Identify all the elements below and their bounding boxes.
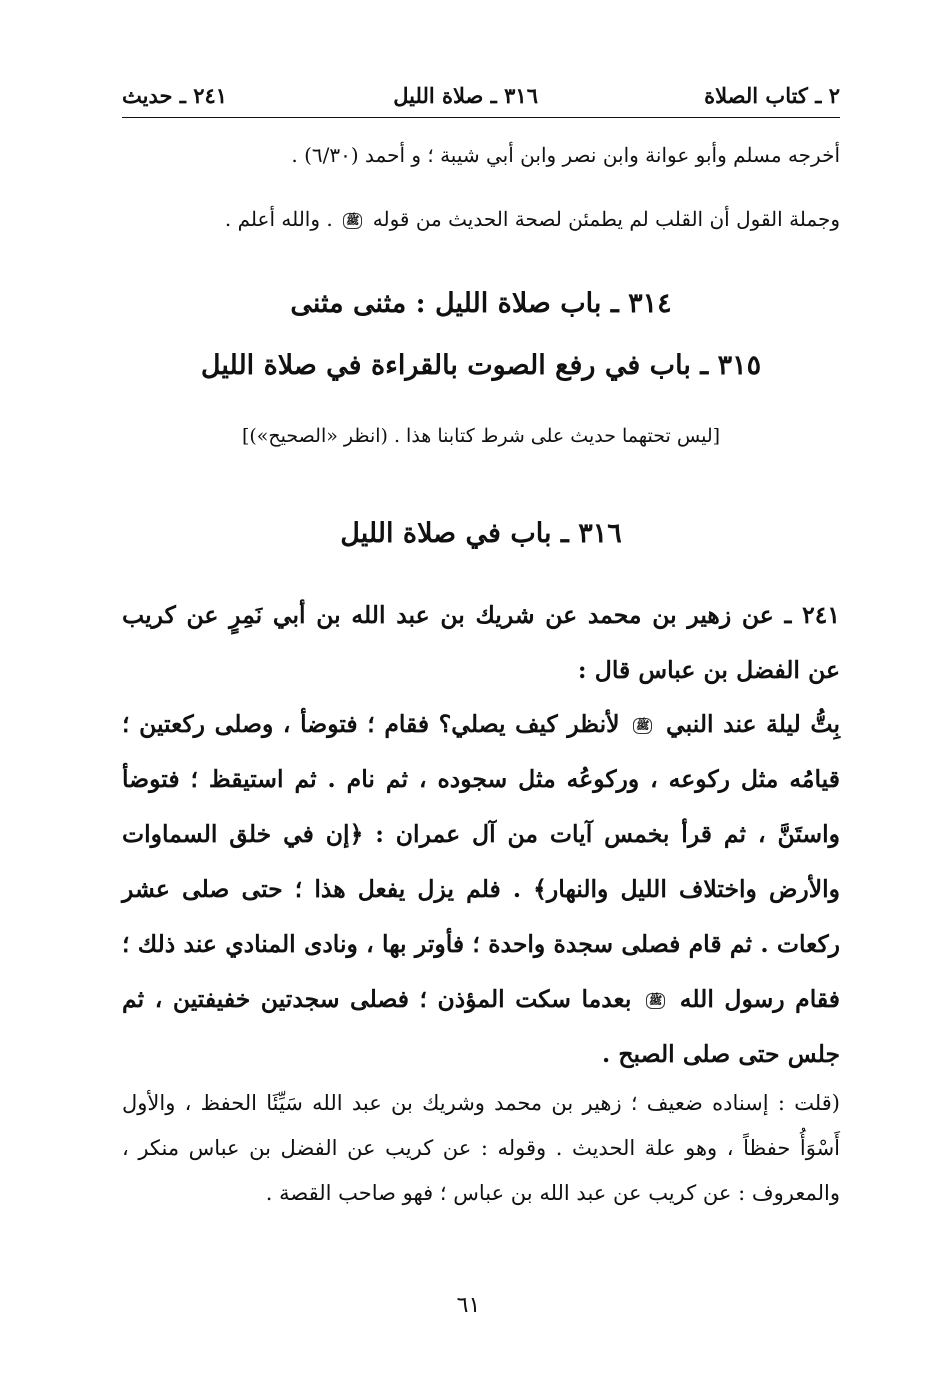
chapter-heading-315: ٣١٥ ـ باب في رفع الصوت بالقراءة في صلاة الليل: [200, 350, 762, 381]
editor-bracket-note: [ليس تحتهما حديث على شرط كتابنا هذا . (انظر «الصحيح»)]: [241, 425, 721, 447]
hadith-text-part-2: لأنظر كيف يصلي؟ فقام ؛ فتوضأ ، وصلى ركعتين ؛ قيامُه مثل ركوعه ، وركوعُه مثل سجوده ، ثم نام . ثم استيقظ ؛ فتوضأ واستَنَّ ، ثم قرأ بخمس آيات من آل عمران : ﴿إن في خلق السماوات والأرض واختلاف الليل والنهار﴾ . فلم يزل يفعل هذا ؛ حتى صلى عشر ركعات . ثم قام فصلى سجدة واحدة ؛ فأوتر بها ، ونادى المنادي عند ذلك ؛ فقام رسول الله: [122, 710, 840, 1013]
conclusion-text-after: . والله أعلم .: [224, 207, 333, 231]
hadith-matn: [122, 697, 840, 1082]
previous-hadith-takhrij: أخرجه مسلم وأبو عوانة وابن نصر وابن أبي شيبة ؛ و أحمد (٦/٣٠) .: [291, 143, 840, 167]
previous-hadith-conclusion: [122, 189, 840, 249]
author-commentary: (قلت : إسناده ضعيف ؛ زهير بن محمد وشريك بن عبد الله سَيِّئَا الحفظ ، والأول أَسْوَأُ حفظاً ، وهو علة الحديث . وقوله : عن كريب عن الفضل بن عباس منكر ، والمعروف : عن كريب عن عبد الله بن عباس ؛ فهو صاحب القصة .: [122, 1091, 840, 1205]
chapter-heading-314: ٣١٤ ـ باب صلاة الليل : مثنى مثنى: [290, 288, 672, 319]
page-number: ٦١: [456, 1293, 481, 1318]
pbuh-ligature-icon: ﷺ: [646, 993, 665, 1009]
header-book-title: ٢ ـ كتاب الصلاة: [704, 82, 840, 108]
running-header: [122, 78, 840, 112]
hadith-isnad: ٢٤١ ـ عن زهير بن محمد عن شريك بن عبد الله بن أبي نَمِرٍ عن كريب عن الفضل بن عباس قال :: [122, 601, 840, 684]
chapter-heading-316: ٣١٦ ـ باب في صلاة الليل: [340, 518, 622, 549]
pbuh-ligature-icon: ﷺ: [343, 213, 362, 229]
header-chapter-title: ٣١٦ ـ صلاة الليل: [393, 82, 538, 108]
header-divider: [122, 117, 840, 118]
conclusion-text-before: وجملة القول أن القلب لم يطمئن لصحة الحديث من قوله: [372, 207, 840, 231]
hadith-text-part-3: بعدما سكت المؤذن ؛ فصلى سجدتين خفيفتين ، ثم جلس حتى صلى الصبح .: [122, 985, 840, 1068]
hadith-text-part-1: بِتُّ ليلة عند النبي: [666, 710, 841, 738]
pbuh-ligature-icon: ﷺ: [633, 718, 652, 734]
header-hadith-number: ٢٤١ ـ حديث: [122, 82, 228, 108]
